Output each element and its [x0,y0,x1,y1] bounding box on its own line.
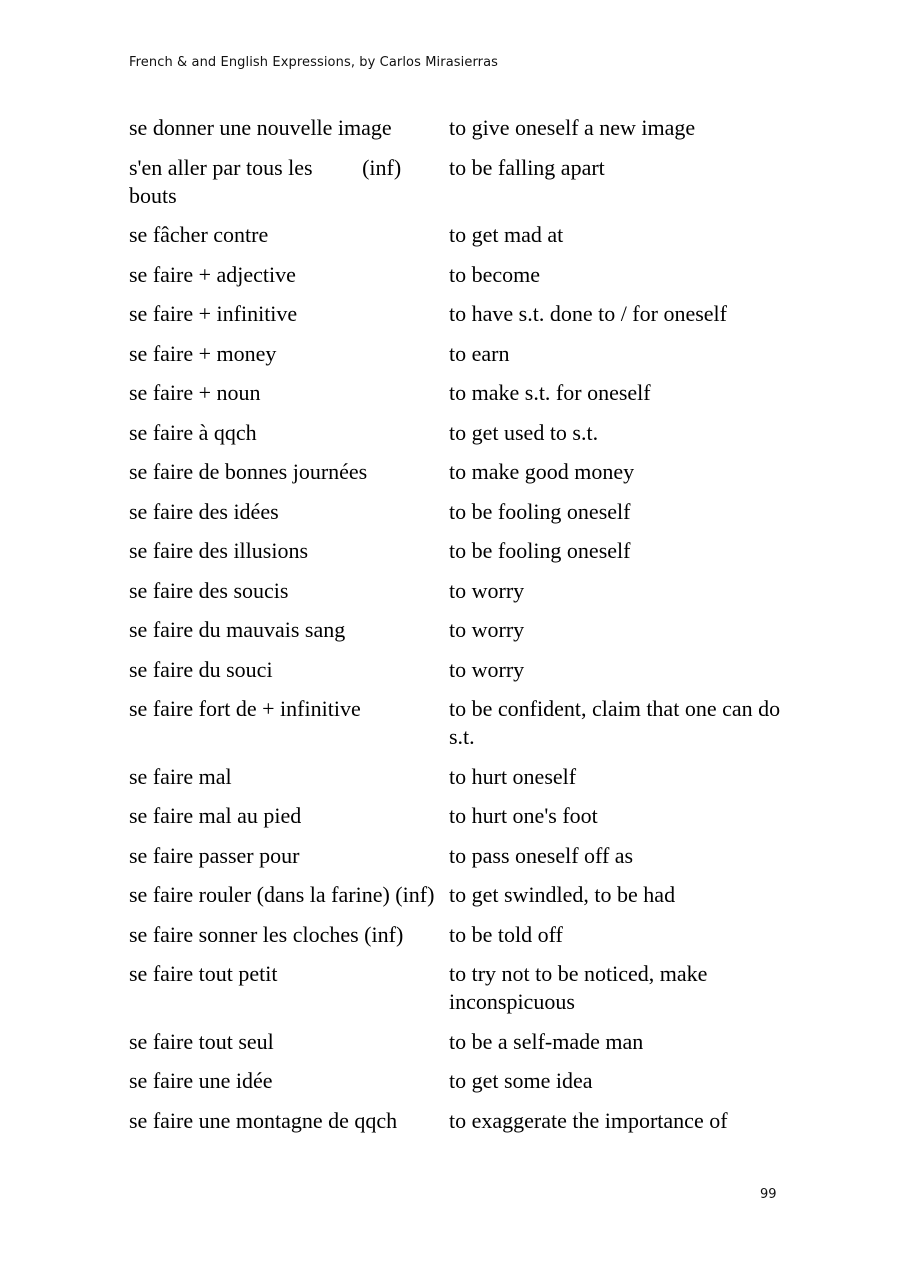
french-expression: se fâcher contre [129,222,269,247]
english-translation: to get swindled, to be had [449,882,676,907]
list-item [129,960,789,1028]
french-expression: se faire fort de + infinitive [129,696,361,721]
french-expression: se faire + adjective [129,261,296,287]
french-expression: se faire des soucis [129,577,289,603]
english-translation: to be told off [449,921,563,947]
list-item [129,577,789,617]
list-item [129,1107,789,1147]
list-item [129,261,789,301]
french-expression: se faire du mauvais sang [129,617,346,642]
french-expression: se faire une idée [129,1068,273,1093]
french-expression: se faire rouler (dans la farine) (inf) [129,882,435,907]
list-item [129,1028,789,1068]
english-translation: to get some idea [449,1068,593,1093]
list-item [129,1067,789,1107]
french-expression: se faire du souci [129,656,273,682]
list-item [129,300,789,340]
page-number: 99 [760,1187,777,1202]
french-expression: se faire mal [129,763,232,789]
french-expression: se faire une montagne de qqch [129,1107,398,1133]
list-item [129,154,789,222]
french-expression: se faire à qqch [129,419,257,445]
running-header: French & and English Expressions, by Carlos Mirasierras [129,55,499,70]
english-translation: to pass oneself off as [449,842,634,868]
list-item [129,114,789,154]
list-item [129,881,789,921]
french-expression: se faire + noun [129,380,261,405]
french-expression: se faire + infinitive [129,301,298,326]
english-translation: to be confident, claim that one can do s.t. [449,696,781,749]
list-item [129,340,789,380]
english-translation: to earn [449,340,510,366]
english-translation: to try not to be noticed, make inconspicuous [449,961,708,1014]
french-expression: se faire tout seul [129,1028,274,1054]
french-expression: se faire des illusions [129,538,309,563]
english-translation: to exaggerate the importance of [449,1107,728,1133]
english-translation: to worry [449,577,525,603]
list-item [129,221,789,261]
expression-list [129,114,789,1146]
list-item [129,921,789,961]
list-item [129,498,789,538]
english-translation: to become [449,261,541,287]
english-translation: to make s.t. for oneself [449,380,651,405]
english-translation: to give oneself a new image [449,115,696,140]
english-translation: to get mad at [449,222,564,247]
list-item [129,537,789,577]
english-translation: to be fooling oneself [449,498,631,524]
list-item [129,458,789,498]
english-translation: to worry [449,617,525,642]
english-translation: to have s.t. done to / for oneself [449,301,727,326]
english-translation: to hurt oneself [449,763,577,789]
list-item [129,802,789,842]
list-item [129,419,789,459]
list-item [129,656,789,696]
english-translation: to worry [449,656,525,682]
english-translation: to make good money [449,459,635,484]
list-item [129,695,789,763]
french-expression: se faire de bonnes journées [129,459,368,484]
french-expression: se donner une nouvelle image [129,115,392,140]
french-expression: se faire tout petit [129,961,278,986]
list-item [129,842,789,882]
list-item [129,763,789,803]
english-translation: to get used to s.t. [449,419,599,445]
french-expression: se faire passer pour [129,842,300,868]
list-item [129,379,789,419]
french-expression: se faire + money [129,340,277,366]
french-expression: se faire mal au pied [129,803,302,828]
list-item [129,616,789,656]
french-expression: s'en aller par tous les (inf) bouts [129,154,402,208]
french-expression: se faire des idées [129,498,279,524]
english-translation: to be falling apart [449,154,605,180]
english-translation: to be fooling oneself [449,538,631,563]
english-translation: to hurt one's foot [449,803,598,828]
english-translation: to be a self-made man [449,1028,644,1054]
french-expression: se faire sonner les cloches (inf) [129,921,404,947]
